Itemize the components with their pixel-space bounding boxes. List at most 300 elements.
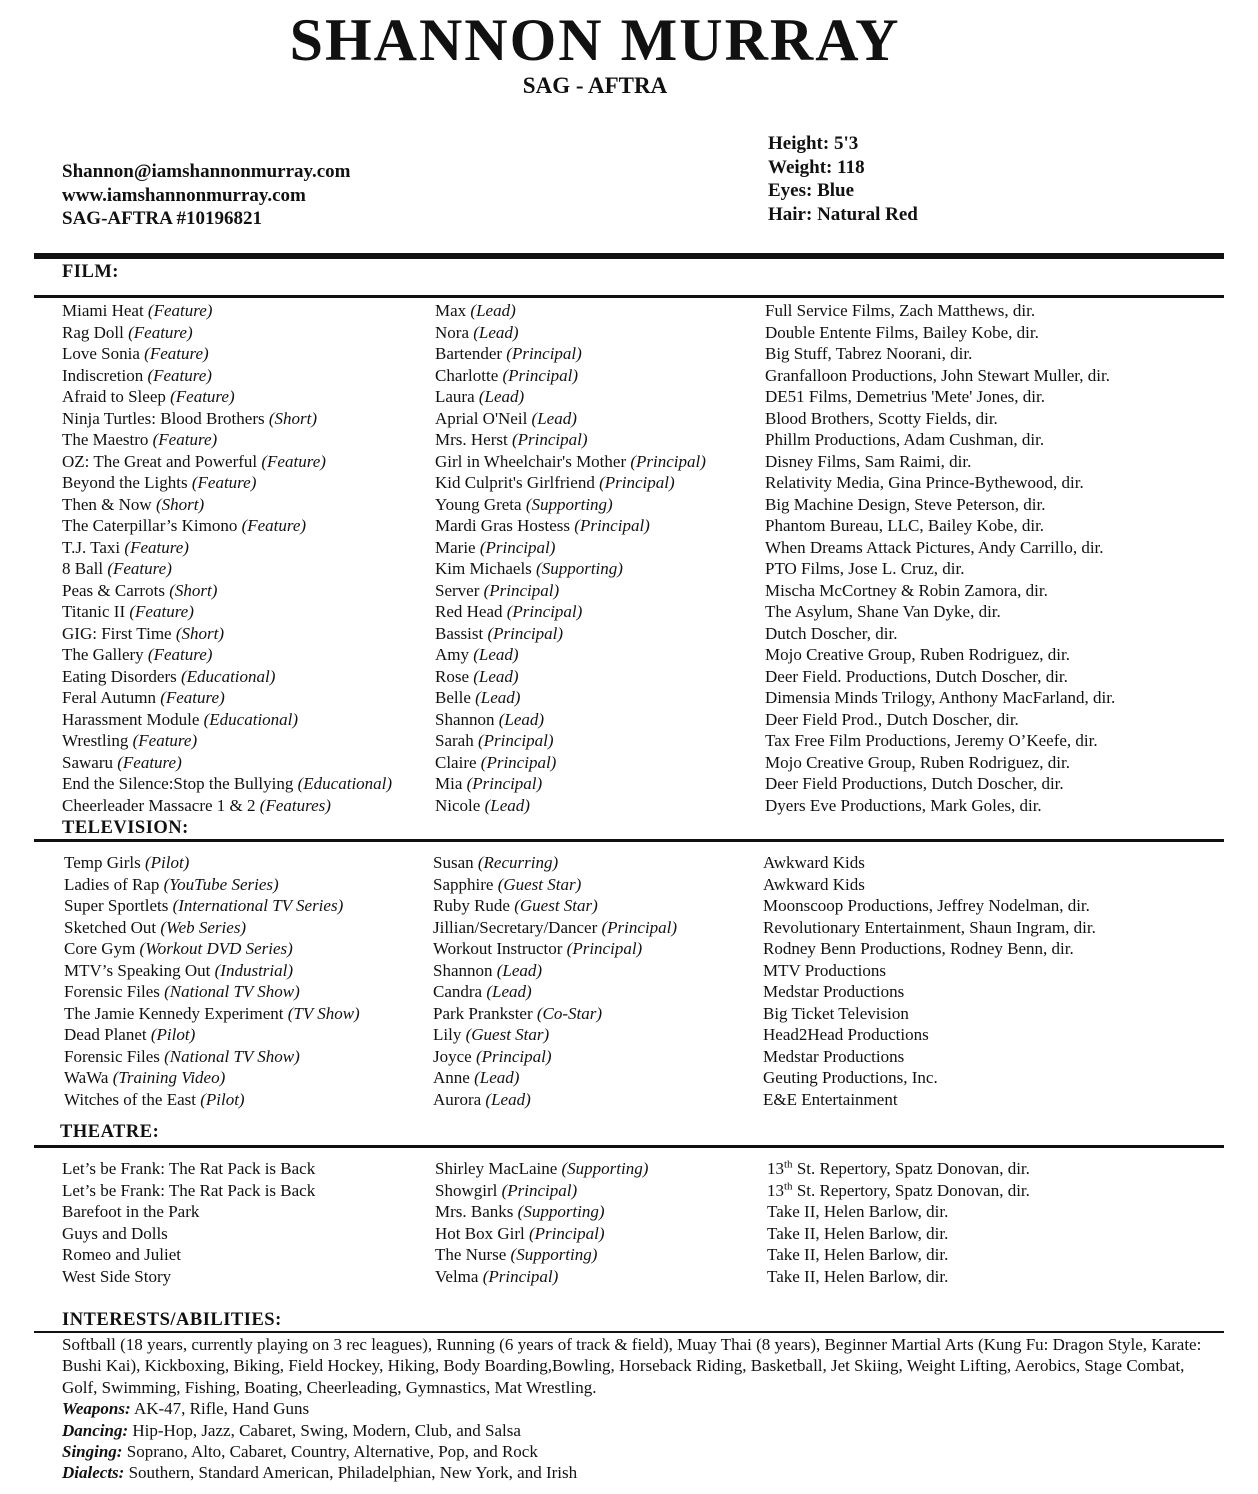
role-type: (Principal): [511, 430, 588, 449]
role-text: Joyce: [433, 1046, 472, 1066]
company-text: Revolutionary Entertainment, Shaun Ingram, dir.: [763, 917, 1096, 937]
credit-row: [0, 537, 1258, 559]
credit-title: [62, 300, 212, 322]
credit-row: [0, 874, 1258, 896]
company-text: Dyers Eve Productions, Mark Goles, dir.: [765, 795, 1042, 815]
credit-row: [0, 1024, 1258, 1046]
credit-title: [62, 709, 298, 731]
title-text: Eating Disorders: [62, 666, 177, 686]
role-type: (Principal): [506, 602, 583, 621]
credit-title: [62, 773, 392, 795]
credit-role: [435, 1244, 597, 1266]
role-type: (Lead): [475, 688, 521, 707]
project-type: (Feature): [147, 301, 213, 320]
credit-title: [62, 687, 225, 709]
role-type: (Supporting): [536, 559, 623, 578]
project-type: (Feature): [152, 430, 218, 449]
project-type: (Feature): [147, 365, 212, 385]
title-text: Super Sportlets: [64, 896, 169, 915]
credit-company: [765, 451, 971, 473]
credit-row: [0, 1180, 1258, 1202]
skill-line: [62, 1462, 1222, 1483]
company-text: Dutch Doscher, dir.: [765, 623, 898, 643]
role-text: Red Head: [435, 602, 503, 621]
role-type: (Lead): [473, 666, 519, 686]
film-list: [0, 300, 1258, 816]
project-type: (Feature): [144, 344, 209, 363]
film-heading: FILM:: [62, 262, 119, 282]
credit-row: [0, 1003, 1258, 1025]
project-type: (Feature): [128, 322, 193, 342]
film-divider: [34, 295, 1224, 298]
title-text: Sawaru: [62, 752, 113, 772]
project-type: (Feature): [132, 731, 198, 750]
credit-role: [433, 895, 598, 917]
title-text: Then & Now: [62, 494, 152, 514]
role-text: Park Prankster: [433, 1003, 533, 1023]
company-text: Relativity Media, Gina Prince-Bythewood, dir.: [765, 473, 1084, 492]
credit-title: [62, 580, 217, 602]
credit-role: [435, 687, 520, 709]
role-text: Ruby Rude: [433, 896, 510, 915]
credit-title: [62, 1244, 181, 1266]
credit-title: [62, 730, 197, 752]
company-text: Phantom Bureau, LLC, Bailey Kobe, dir.: [765, 516, 1045, 535]
project-type: (Pilot): [200, 1089, 245, 1109]
project-type: (Short): [155, 494, 205, 514]
credit-role: [435, 644, 519, 666]
credit-company: [765, 730, 1098, 752]
role-text: Shirley MacLaine: [435, 1159, 558, 1178]
credit-title: [64, 981, 300, 1003]
contact-block: [62, 160, 351, 231]
skill-label: Dancing:: [62, 1420, 129, 1440]
credit-row: [0, 1089, 1258, 1111]
project-type: (Pilot): [150, 1025, 196, 1044]
credit-title: [64, 852, 189, 874]
role-type: (Principal): [630, 451, 706, 471]
project-type: (Feature): [129, 602, 194, 621]
credit-title: [62, 1266, 171, 1288]
role-type: (Principal): [475, 1046, 552, 1066]
company-text: Awkward Kids: [763, 853, 865, 872]
company-text: Deer Field. Productions, Dutch Doscher, dir.: [765, 666, 1068, 686]
credit-role: [435, 1201, 605, 1223]
role-type: (Supporting): [510, 1245, 598, 1264]
credit-row: [0, 300, 1258, 322]
title-text: The Maestro: [62, 430, 149, 449]
credit-row: [0, 1223, 1258, 1245]
role-text: Candra: [433, 982, 483, 1001]
credit-title: [64, 874, 279, 896]
role-type: (Lead): [531, 408, 577, 428]
role-text: Showgirl: [435, 1180, 498, 1200]
credit-role: [435, 601, 582, 623]
credit-title: [62, 451, 326, 473]
credit-row: [0, 365, 1258, 387]
role-text: Laura: [435, 387, 475, 406]
television-divider: [34, 839, 1224, 842]
company-text: Mischa McCortney & Robin Zamora, dir.: [765, 580, 1048, 600]
skill-line: [62, 1441, 1222, 1462]
actor-name: SHANNON MURRAY: [289, 7, 901, 73]
company-text: Deer Field Productions, Dutch Doscher, dir.: [765, 774, 1064, 793]
credit-role: [435, 1158, 648, 1180]
credit-title: [62, 1158, 315, 1180]
company-text: Take II, Helen Barlow, dir.: [767, 1223, 949, 1243]
role-type: (Lead): [473, 322, 519, 342]
credit-company: [767, 1223, 948, 1245]
project-type: (Feature): [261, 451, 326, 471]
credit-role: [433, 1046, 552, 1068]
role-type: (Principal): [483, 580, 560, 600]
title-text: T.J. Taxi: [62, 537, 121, 557]
role-text: Shannon: [433, 960, 493, 980]
credit-title: [64, 895, 343, 917]
credit-role: [435, 709, 544, 731]
company-text: Moonscoop Productions, Jeffrey Nodelman, dir.: [763, 896, 1090, 915]
role-text: Claire: [435, 752, 477, 772]
credit-title: [62, 343, 209, 365]
credit-company: [765, 515, 1044, 537]
credit-company: [763, 1003, 909, 1025]
credit-role: [433, 1089, 531, 1111]
title-text: Dead Planet: [64, 1025, 147, 1044]
credit-company: [765, 795, 1042, 817]
credit-title: [62, 795, 331, 817]
company-text: When Dreams Attack Pictures, Andy Carrillo, dir.: [765, 537, 1104, 557]
credit-row: [0, 709, 1258, 731]
role-text: Kid Culprit's Girlfriend: [435, 473, 595, 492]
credit-company: [763, 960, 886, 982]
credit-title: [62, 515, 306, 537]
title-text: Forensic Files: [64, 1046, 160, 1066]
credit-role: [435, 1180, 577, 1202]
skill-value: Soprano, Alto, Cabaret, Country, Alternative, Pop, and Rock: [122, 1442, 538, 1462]
project-type: (Educational): [203, 709, 299, 729]
project-type: (International TV Series): [172, 896, 344, 915]
role-text: Mrs. Banks: [435, 1202, 514, 1221]
credit-company: [765, 537, 1104, 559]
company-number: 13: [767, 1159, 784, 1178]
credit-company: [763, 938, 1074, 960]
credit-role: [435, 515, 650, 537]
title-text: Guys and Dolls: [62, 1223, 168, 1243]
skill-value: Southern, Standard American, Philadelphian, New York, and Irish: [124, 1463, 578, 1483]
project-type: (Industrial): [214, 960, 294, 980]
role-type: (Lead): [474, 1068, 520, 1087]
title-text: Rag Doll: [62, 322, 124, 342]
company-text: Big Stuff, Tabrez Noorani, dir.: [765, 344, 973, 363]
company-text: Phillm Productions, Adam Cushman, dir.: [765, 430, 1045, 449]
credit-row: [0, 938, 1258, 960]
role-text: Velma: [435, 1266, 479, 1286]
credit-company: [763, 874, 865, 896]
title-text: Ninja Turtles: Blood Brothers: [62, 408, 265, 428]
role-type: (Principal): [502, 365, 579, 385]
credit-company: [765, 666, 1068, 688]
company-text: DE51 Films, Demetrius 'Mete' Jones, dir.: [765, 387, 1045, 406]
project-type: (Feature): [147, 645, 213, 664]
company-text: Granfalloon Productions, John Stewart Muller, dir.: [765, 365, 1110, 385]
credit-role: [435, 429, 588, 451]
credit-row: [0, 322, 1258, 344]
role-text: Nora: [435, 322, 469, 342]
credit-row: [0, 472, 1258, 494]
title-text: The Caterpillar’s Kimono: [62, 516, 238, 535]
role-type: (Supporting): [561, 1159, 649, 1178]
credit-title: [64, 1024, 195, 1046]
company-text: Take II, Helen Barlow, dir.: [767, 1245, 949, 1264]
company-text: Take II, Helen Barlow, dir.: [767, 1266, 949, 1286]
role-type: (Principal): [528, 1223, 605, 1243]
role-type: (Principal): [601, 917, 678, 937]
credit-row: [0, 1046, 1258, 1068]
credit-role: [435, 795, 530, 817]
role-text: Aprial O'Neil: [435, 408, 528, 428]
title-text: Love Sonia: [62, 344, 140, 363]
role-text: Max: [435, 301, 467, 320]
credit-company: [765, 644, 1070, 666]
credit-row: [0, 623, 1258, 645]
stat-weight: Weight: 118: [768, 156, 865, 178]
title-text: Peas & Carrots: [62, 580, 165, 600]
stat-height: Height: 5'3: [768, 133, 859, 154]
title-text: GIG: First Time: [62, 623, 172, 643]
website[interactable]: www.iamshannonmurray.com: [62, 184, 306, 206]
role-text: Anne: [433, 1068, 470, 1087]
union-affiliation: SAG - AFTRA: [522, 73, 668, 98]
credit-title: [62, 558, 172, 580]
role-text: Mia: [435, 774, 463, 793]
credit-row: [0, 408, 1258, 430]
credit-title: [62, 365, 212, 387]
project-type: (YouTube Series): [163, 874, 279, 894]
credit-row: [0, 981, 1258, 1003]
credit-row: [0, 558, 1258, 580]
credit-company: [765, 322, 1039, 344]
project-type: (Short): [175, 623, 225, 643]
credit-role: [433, 1003, 602, 1025]
role-type: (Co-Star): [536, 1003, 603, 1023]
project-type: (Workout DVD Series): [139, 939, 293, 958]
title-text: Temp Girls: [64, 853, 141, 872]
role-text: Hot Box Girl: [435, 1223, 525, 1243]
television-heading: TELEVISION:: [62, 818, 189, 838]
role-type: (Guest Star): [497, 874, 582, 894]
company-text: Blood Brothers, Scotty Fields, dir.: [765, 408, 998, 428]
company-text: Disney Films, Sam Raimi, dir.: [765, 451, 972, 471]
credit-title: [62, 494, 204, 516]
credit-row: [0, 1158, 1258, 1180]
role-text: Lily: [433, 1025, 462, 1044]
credit-title: [62, 666, 275, 688]
role-text: Amy: [435, 645, 469, 664]
company-text: Take II, Helen Barlow, dir.: [767, 1202, 949, 1221]
role-type: (Guest Star): [465, 1025, 550, 1044]
credit-role: [433, 874, 581, 896]
credit-company: [767, 1201, 948, 1223]
credit-company: [763, 1024, 929, 1046]
role-text: The Nurse: [435, 1245, 507, 1264]
credit-role: [435, 730, 554, 752]
credit-company: [765, 709, 1019, 731]
credit-row: [0, 1201, 1258, 1223]
email[interactable]: Shannon@iamshannonmurray.com: [62, 161, 351, 182]
title-text: Wrestling: [62, 731, 129, 750]
role-type: (Lead): [498, 709, 545, 729]
role-text: Young Greta: [435, 494, 522, 514]
credit-role: [435, 752, 556, 774]
credit-row: [0, 644, 1258, 666]
credit-role: [435, 472, 675, 494]
credit-row: [0, 515, 1258, 537]
stat-hair: Hair: Natural Red: [768, 203, 918, 225]
credit-title: [64, 1089, 245, 1111]
credit-company: [763, 981, 904, 1003]
title-text: OZ: The Great and Powerful: [62, 451, 258, 471]
role-text: Susan: [433, 853, 474, 872]
company-text: Medstar Productions: [763, 1046, 905, 1066]
credit-title: [62, 386, 235, 408]
credit-title: [62, 429, 217, 451]
credit-role: [433, 960, 542, 982]
company-text: E&E Entertainment: [763, 1089, 898, 1109]
project-type: (Feature): [241, 516, 307, 535]
role-type: (Lead): [473, 645, 519, 664]
credit-company: [765, 773, 1064, 795]
company-text: Rodney Benn Productions, Rodney Benn, dir.: [763, 939, 1074, 958]
title-text: The Gallery: [62, 645, 144, 664]
role-type: (Supporting): [525, 494, 613, 514]
title-text: Forensic Files: [64, 982, 160, 1001]
skill-label: Singing:: [62, 1442, 123, 1462]
credit-title: [64, 938, 293, 960]
credit-row: [0, 895, 1258, 917]
credit-company: [767, 1158, 1030, 1180]
credit-role: [435, 365, 578, 387]
credit-role: [435, 773, 542, 795]
project-type: (Educational): [297, 774, 393, 793]
company-text: Mojo Creative Group, Ruben Rodriguez, dir.: [765, 752, 1071, 772]
credit-company: [765, 687, 1115, 709]
company-text: Big Ticket Television: [763, 1003, 909, 1023]
company-text: Deer Field Prod., Dutch Doscher, dir.: [765, 709, 1019, 729]
theatre-heading: THEATRE:: [60, 1122, 160, 1142]
title-text: Afraid to Sleep: [62, 387, 166, 406]
company-text: Mojo Creative Group, Ruben Rodriguez, dir.: [765, 645, 1071, 664]
interests-divider: [34, 1331, 1224, 1333]
credit-company: [765, 365, 1110, 387]
title-text: WaWa: [64, 1068, 109, 1087]
credit-row: [0, 451, 1258, 473]
title-text: Witches of the East: [64, 1089, 196, 1109]
title-text: Cheerleader Massacre 1 & 2: [62, 795, 256, 815]
credit-row: [0, 960, 1258, 982]
credit-role: [433, 1024, 549, 1046]
credit-role: [433, 852, 558, 874]
credit-company: [765, 601, 1001, 623]
skill-value: AK-47, Rifle, Hand Guns: [130, 1399, 310, 1419]
role-type: (Principal): [566, 939, 643, 958]
role-text: Bartender: [435, 344, 503, 363]
credit-row: [0, 687, 1258, 709]
skill-line: [62, 1398, 1222, 1419]
stat-eyes: Eyes: Blue: [768, 180, 855, 201]
theatre-list: [0, 1158, 1258, 1287]
role-type: (Principal): [466, 774, 543, 793]
credit-company: [763, 852, 865, 874]
project-type: (Feature): [117, 752, 182, 772]
role-type: (Supporting): [517, 1202, 605, 1221]
role-type: (Principal): [482, 1266, 559, 1286]
credit-title: [62, 601, 194, 623]
project-type: (Short): [268, 408, 318, 428]
title-text: Titanic II: [62, 602, 126, 621]
credit-title: [62, 1223, 168, 1245]
credit-role: [435, 1223, 605, 1245]
interests-heading: INTERESTS/ABILITIES:: [62, 1310, 282, 1330]
credit-row: [0, 386, 1258, 408]
role-type: (Principal): [574, 516, 650, 535]
credit-row: [0, 580, 1258, 602]
credit-role: [435, 386, 524, 408]
credit-row: [0, 601, 1258, 623]
role-type: (Principal): [487, 623, 563, 643]
title-text: The Jamie Kennedy Experiment: [64, 1003, 284, 1023]
company-text: Double Entente Films, Bailey Kobe, dir.: [765, 322, 1039, 342]
role-text: Sarah: [435, 731, 474, 750]
role-text: Marie: [435, 537, 476, 557]
project-type: (Features): [259, 795, 331, 815]
credit-role: [435, 666, 519, 688]
theatre-divider: [34, 1145, 1224, 1148]
credit-title: [62, 322, 193, 344]
project-type: (Short): [169, 580, 218, 600]
role-type: (Principal): [501, 1180, 578, 1200]
credit-company: [763, 1067, 938, 1089]
role-text: Belle: [435, 688, 471, 707]
role-type: (Lead): [478, 387, 525, 406]
credit-row: [0, 773, 1258, 795]
title-text: End the Silence:Stop the Bullying: [62, 774, 294, 793]
credit-role: [435, 537, 555, 559]
credit-role: [435, 558, 623, 580]
company-ordinal: th: [784, 1179, 793, 1192]
credit-role: [435, 623, 563, 645]
role-text: Charlotte: [435, 365, 499, 385]
project-type: (Feature): [124, 537, 189, 557]
credit-title: [62, 623, 224, 645]
title-text: Feral Autumn: [62, 688, 156, 707]
company-text: Head2Head Productions: [763, 1025, 929, 1044]
credit-company: [765, 580, 1048, 602]
skill-label: Weapons:: [62, 1399, 131, 1419]
company-text: The Asylum, Shane Van Dyke, dir.: [765, 602, 1001, 621]
project-type: (Feature): [160, 688, 225, 707]
role-text: Sapphire: [433, 874, 494, 894]
credit-row: [0, 494, 1258, 516]
role-type: (Lead): [470, 301, 516, 320]
project-type: (TV Show): [287, 1003, 360, 1023]
credit-row: [0, 1244, 1258, 1266]
project-type: (National TV Show): [164, 982, 300, 1001]
title-text: Miami Heat: [62, 301, 144, 320]
title-text: Let’s be Frank: The Rat Pack is Back: [62, 1180, 316, 1200]
title-text: Core Gym: [64, 939, 136, 958]
skill-value: Hip-Hop, Jazz, Cabaret, Swing, Modern, Club, and Salsa: [128, 1420, 521, 1440]
stats-block: [768, 132, 918, 226]
